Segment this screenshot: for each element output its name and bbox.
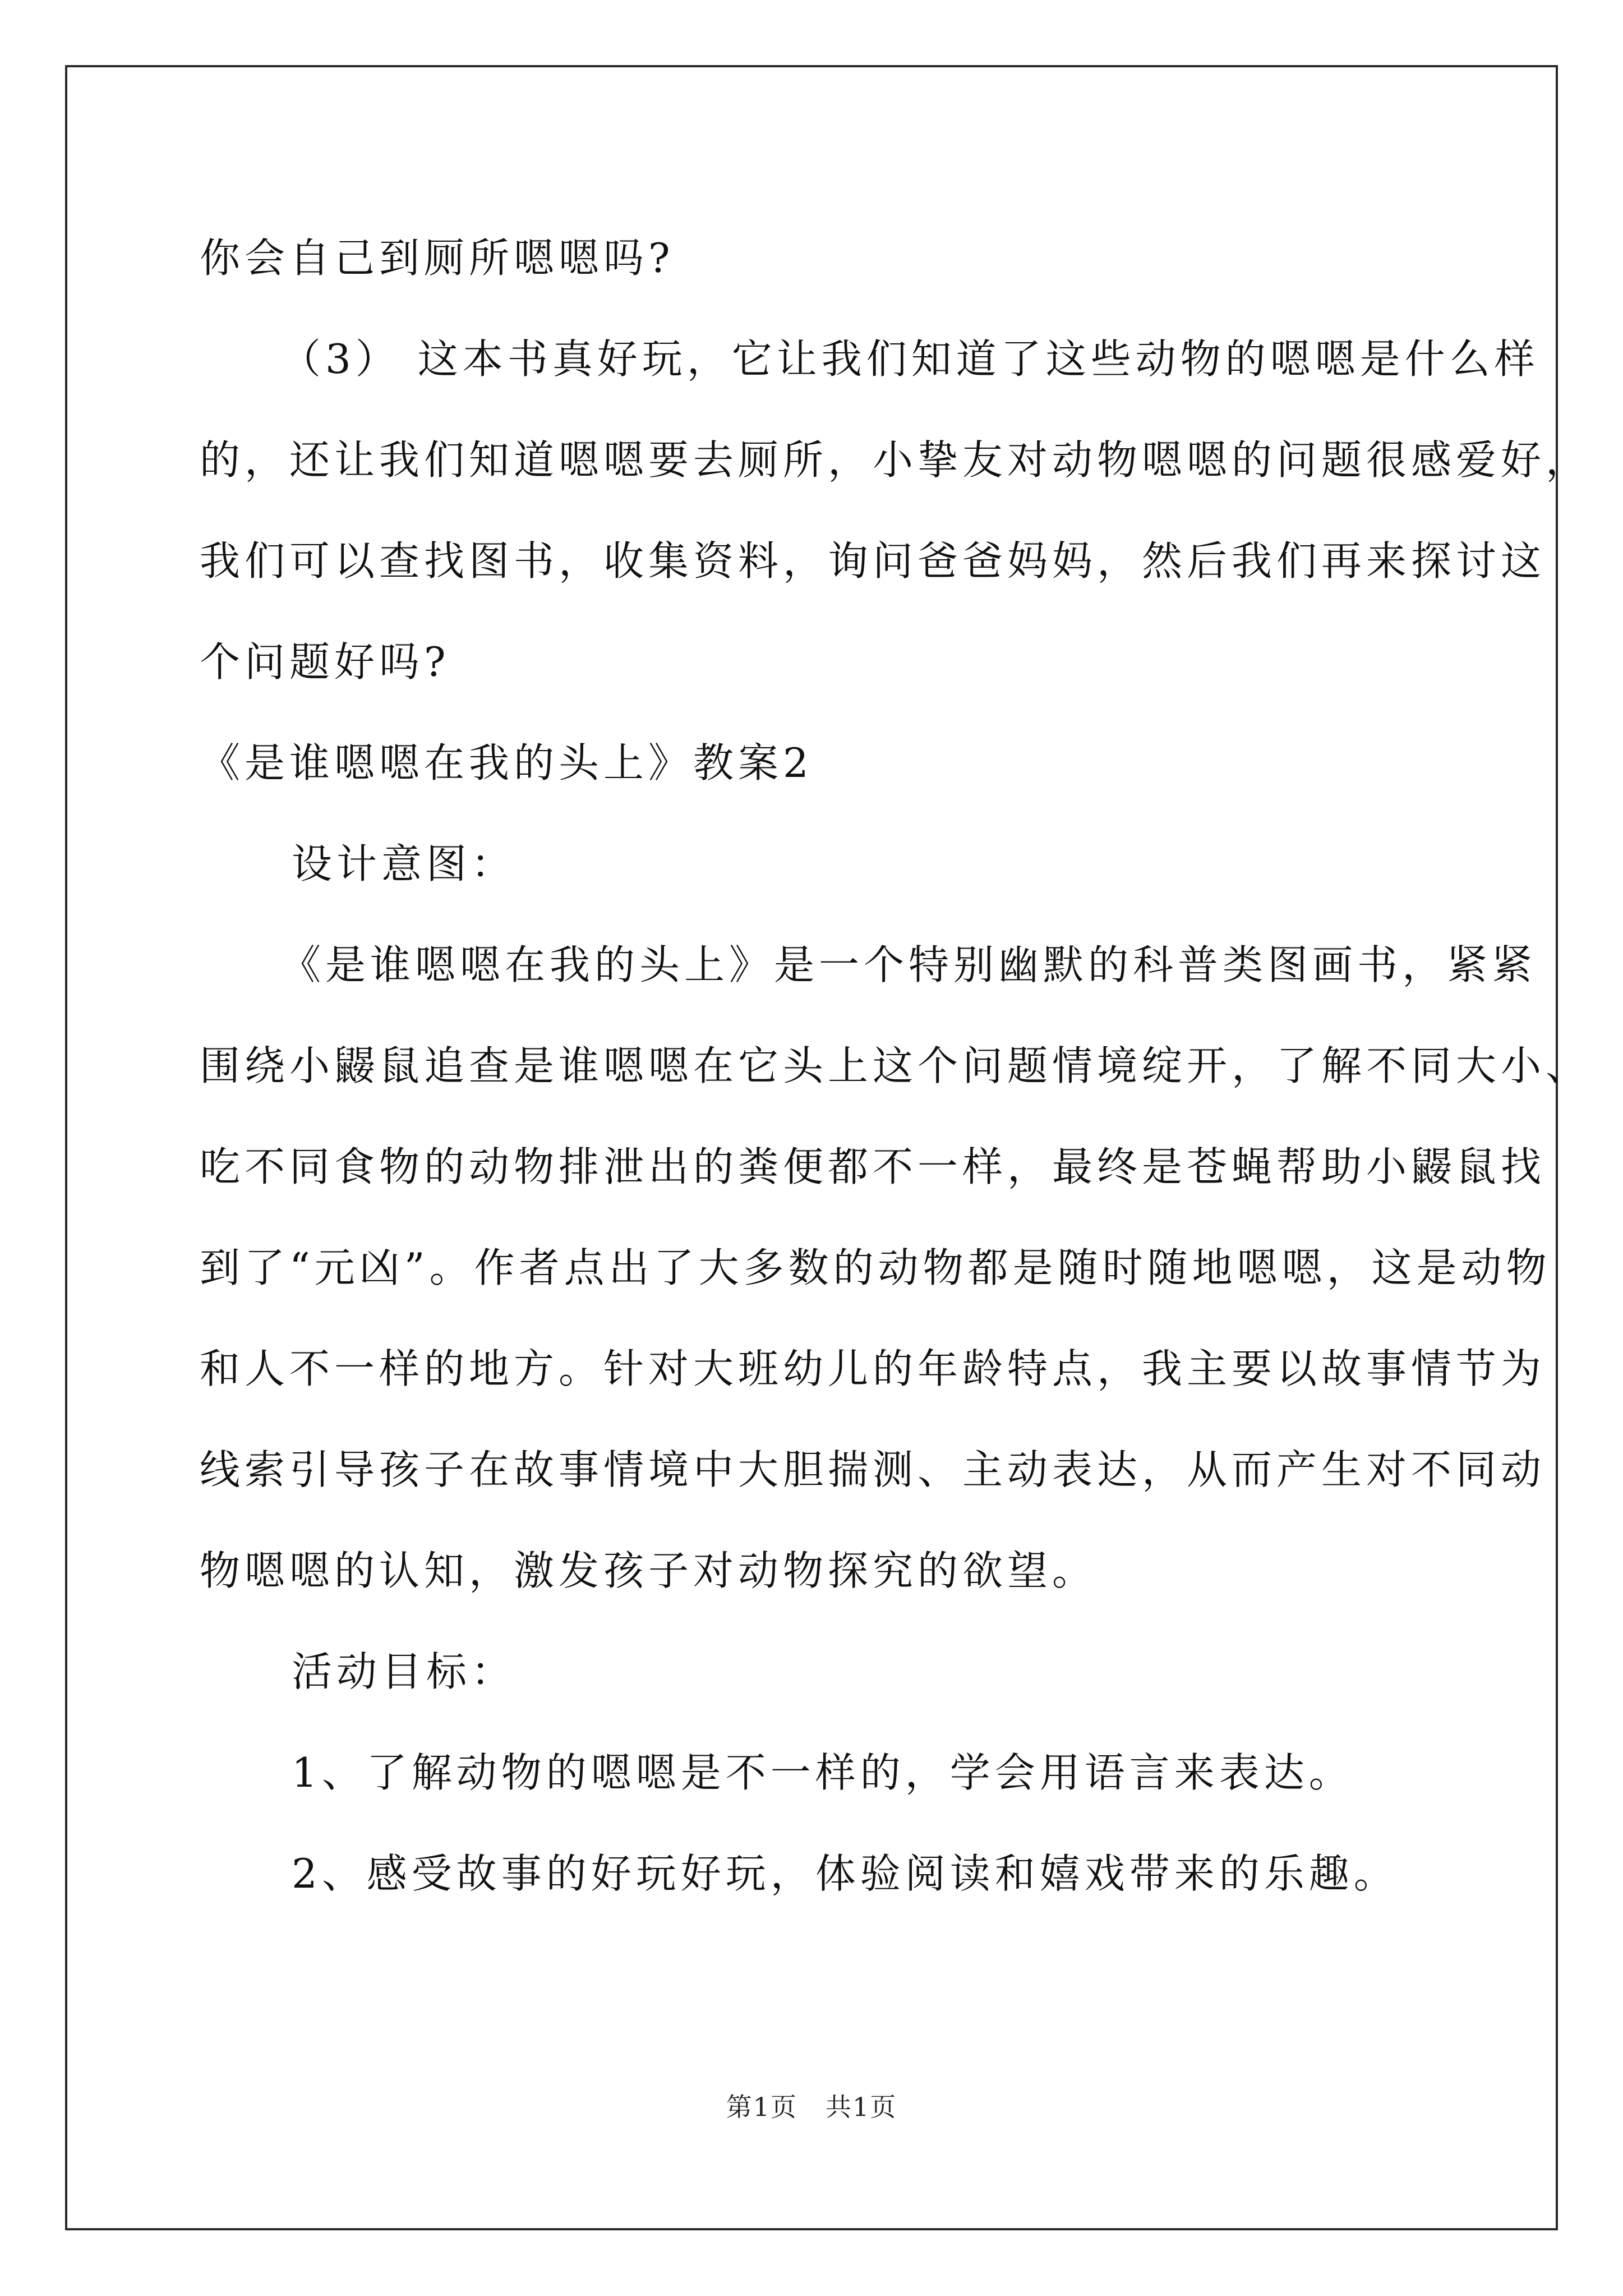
text-line: 围绕小鼹鼠追查是谁嗯嗯在它头上这个问题情境绽开，了解不同大小、 xyxy=(200,1042,1591,1089)
subheading-design-intent: 设计意图： xyxy=(292,840,517,887)
subheading-activity-goals: 活动目标： xyxy=(292,1648,517,1695)
page-number: 第1页 xyxy=(726,2092,797,2122)
text-line: 个问题好吗? xyxy=(200,638,450,685)
text-line: 的，还让我们知道嗯嗯要去厕所，小挚友对动物嗯嗯的问题很感爱好， xyxy=(200,436,1591,484)
text-line: （3） 这本书真好玩，它让我们知道了这些动物的嗯嗯是什么样 xyxy=(280,335,1539,383)
text-line: 你会自己到厕所嗯嗯吗? xyxy=(200,234,675,282)
text-line: 物嗯嗯的认知，激发孩子对动物探究的欲望。 xyxy=(200,1547,1098,1594)
text-line: 和人不一样的地方。针对大班幼儿的年龄特点，我主要以故事情节为 xyxy=(200,1345,1546,1392)
goal-item: 2、感受故事的好玩好玩，体验阅读和嬉戏带来的乐趣。 xyxy=(292,1850,1399,1897)
text-line: 到了“元凶”。作者点出了大多数的动物都是随时随地嗯嗯，这是动物 xyxy=(200,1244,1551,1291)
section-title: 《是谁嗯嗯在我的头上》教案2 xyxy=(200,739,813,786)
text-line: 《是谁嗯嗯在我的头上》是一个特别幽默的科普类图画书，紧紧 xyxy=(280,941,1537,988)
document-body xyxy=(200,208,1591,1924)
page-footer xyxy=(0,2087,1623,2124)
text-line: 线索引导孩子在故事情境中大胆揣测、主动表达，从而产生对不同动 xyxy=(200,1446,1546,1493)
text-line: 吃不同食物的动物排泄出的粪便都不一样，最终是苍蝇帮助小鼹鼠找 xyxy=(200,1143,1546,1190)
page-total: 共1页 xyxy=(826,2092,897,2122)
text-line: 我们可以查找图书，收集资料，询问爸爸妈妈，然后我们再来探讨这 xyxy=(200,537,1546,585)
goal-item: 1、了解动物的嗯嗯是不一样的，学会用语言来表达。 xyxy=(292,1749,1354,1796)
